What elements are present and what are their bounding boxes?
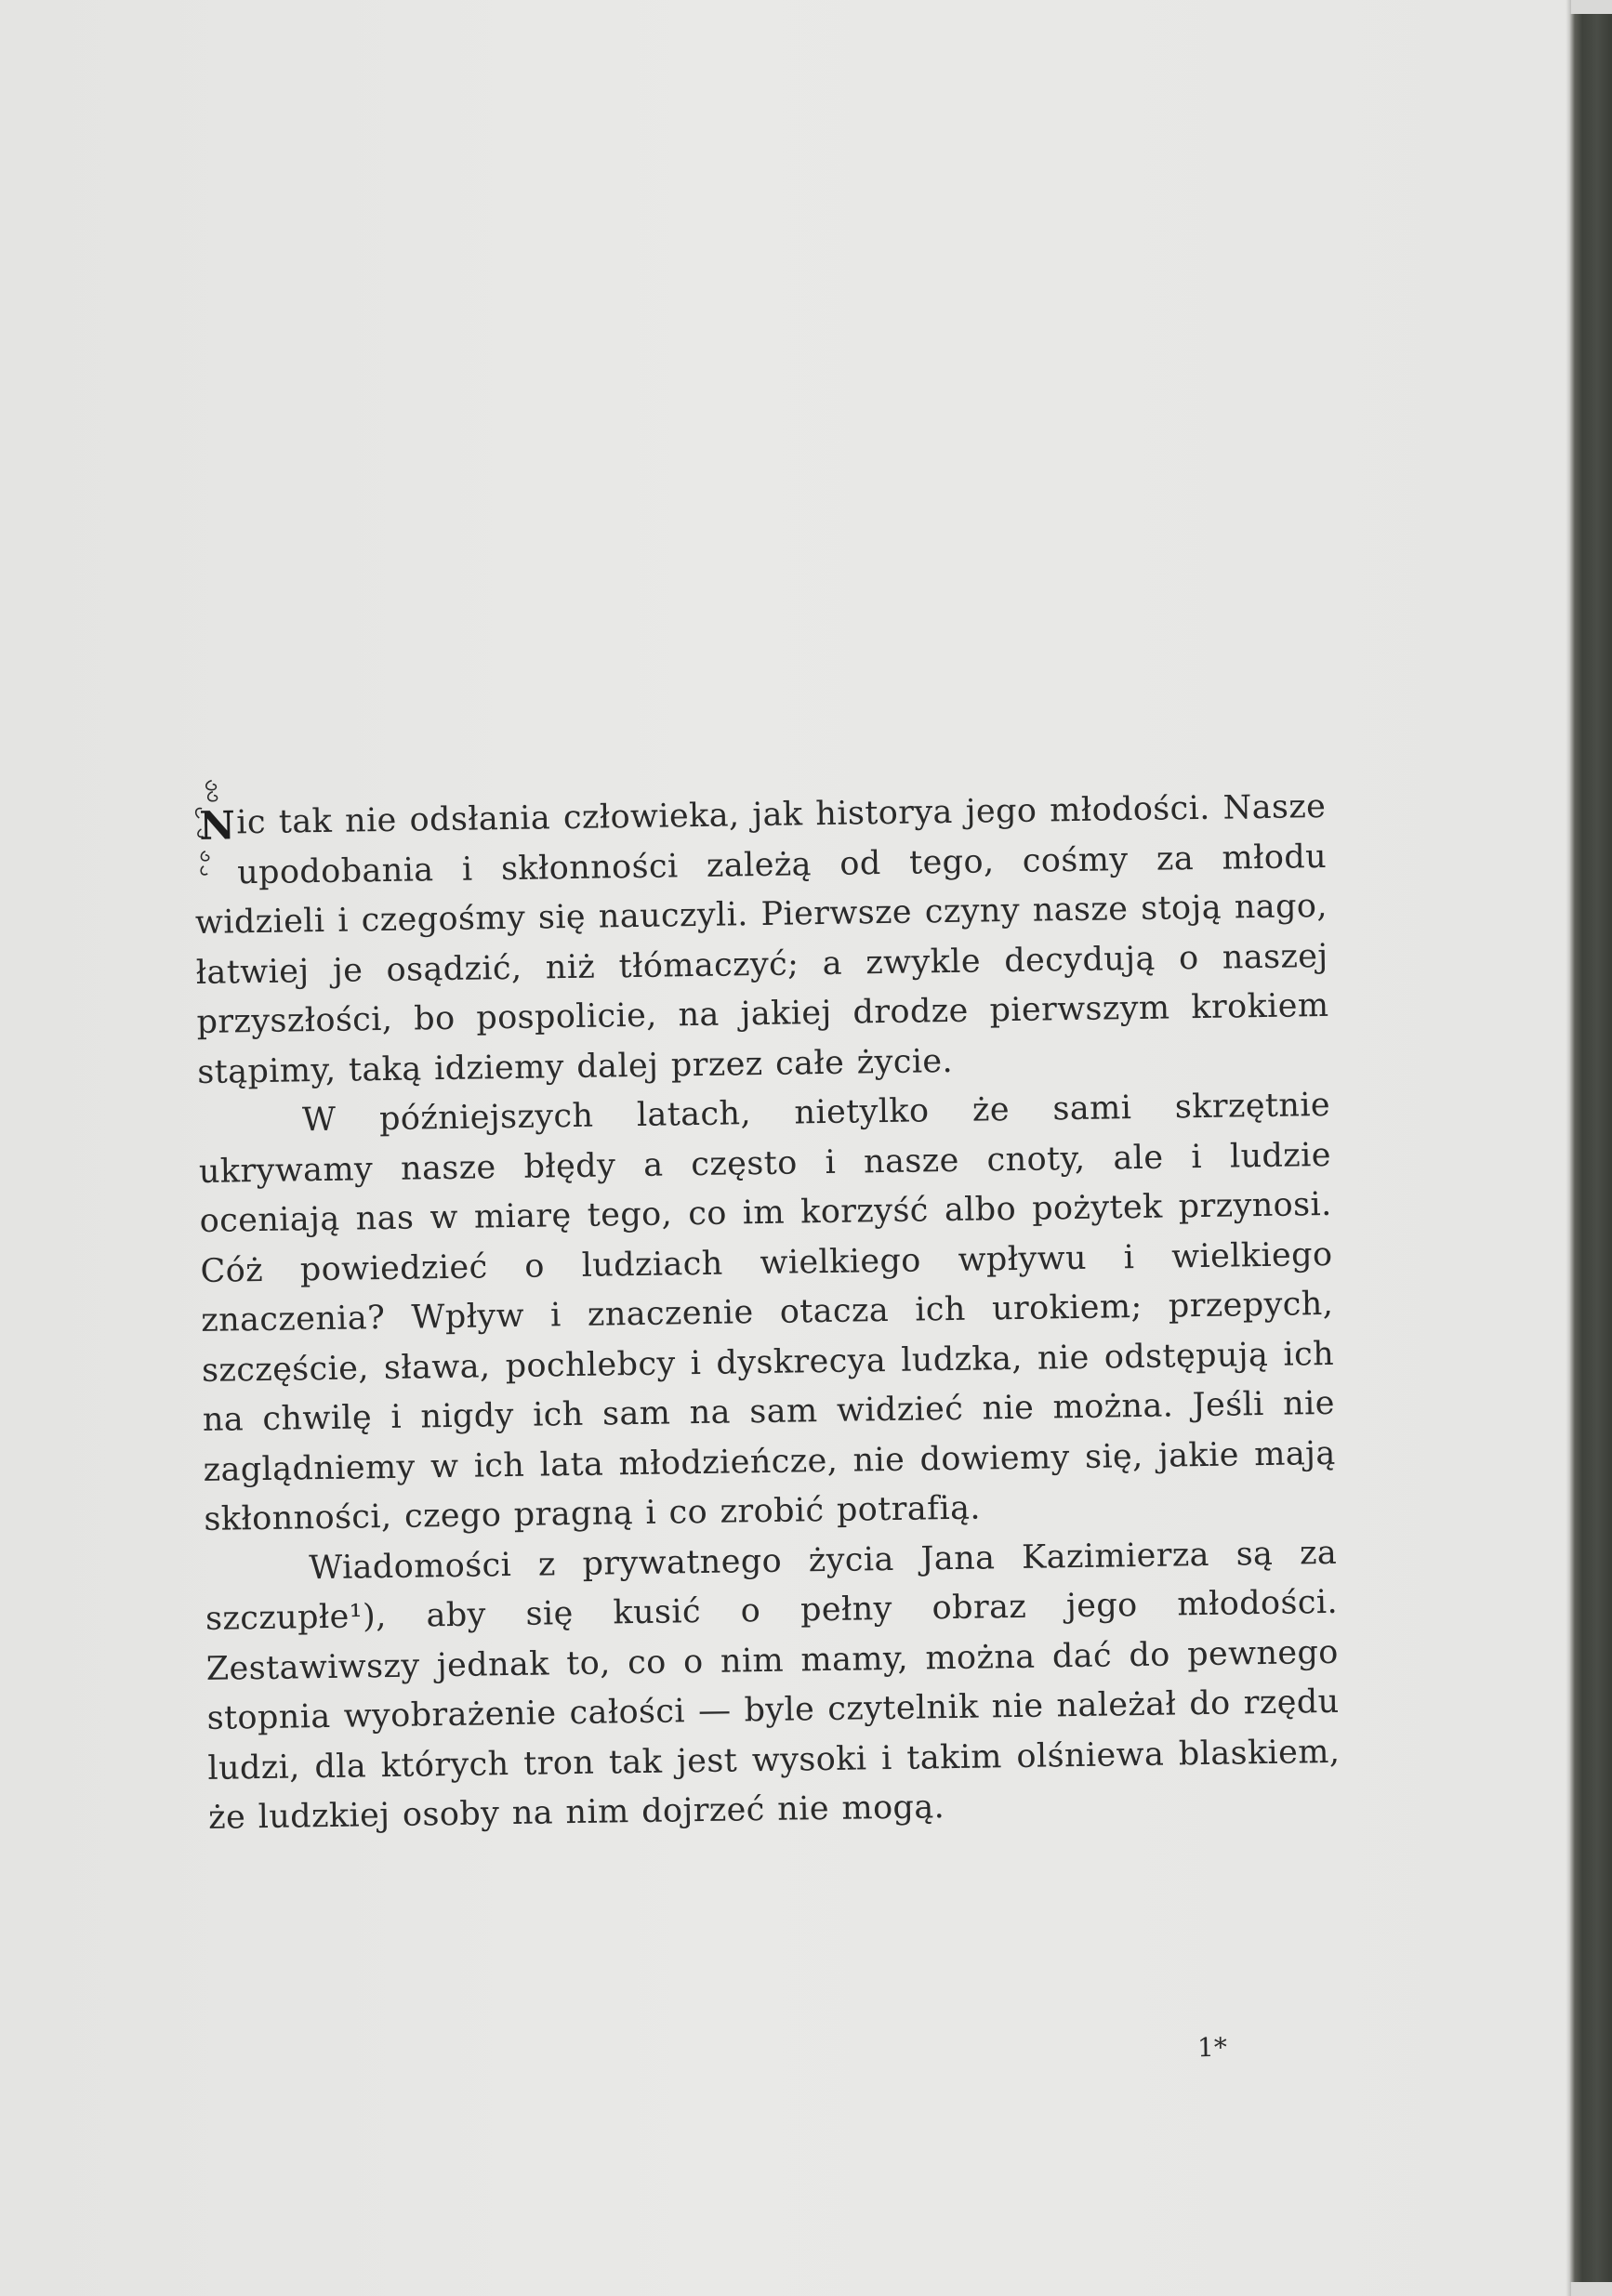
book-cover-edge [1569, 14, 1612, 2282]
paragraph-3: Wiadomości z prywatnego życia Jana Kazimierza są za szczupłe¹), aby się kusić o pełny obraz jego młodości. Zestawiwszy jednak to, co o nim mamy, można dać do pewnego stopnia wyobrażenie całości — byle czytelnik nie należał do rzędu ludzi, dla których tron tak jest wysoki i takim olśniewa blaskiem, że ludzkiej osoby na nim dojrzeć nie mogą. [205, 1534, 1341, 1837]
paragraph-1 [193, 783, 1330, 1098]
paragraph-1-text: ic tak nie odsłania człowieka, jak historya jego młodości. Nasze upodobania i skłonności zależą od tego, cośmy za młodu widzieli i czegośmy się nauczyli. Pierwsze czyny nasze stoją nago, łatwiej je osądzić, niż tłómaczyć; a zwykle decydują o naszej przyszłości, bo pospolicie, na jakiej drodze pierwszym krokiem stąpimy, taką idziemy dalej przez całe życie. [194, 787, 1329, 1091]
ornamental-initial [193, 800, 235, 891]
paragraph-2: W późniejszych latach, nietylko że sami skrzętnie ukrywamy nasze błędy a często i nasze cnoty, ale i ludzie oceniają nas w miarę tego, co im korzyść albo pożytek przynosi. Cóż powiedzieć o ludziach wielkiego wpływu i wielkiego znaczenia? Wpływ i znaczenie otacza ich urokiem; przepych, szczęście, sława, pochlebcy i dyskrecya ludzka, nie odstępują ich na chwilę i nigdy ich sam na sam widzieć nie można. Jeśli nie zaglądniemy w ich lata młodzieńcze, nie dowiemy się, jakie mają skłonności, czego pragną i co zrobić potrafią. [198, 1086, 1336, 1538]
signature-mark: 1* [1196, 2031, 1228, 2064]
body-text [193, 783, 1341, 1843]
dropcap-letter: N [199, 802, 236, 849]
